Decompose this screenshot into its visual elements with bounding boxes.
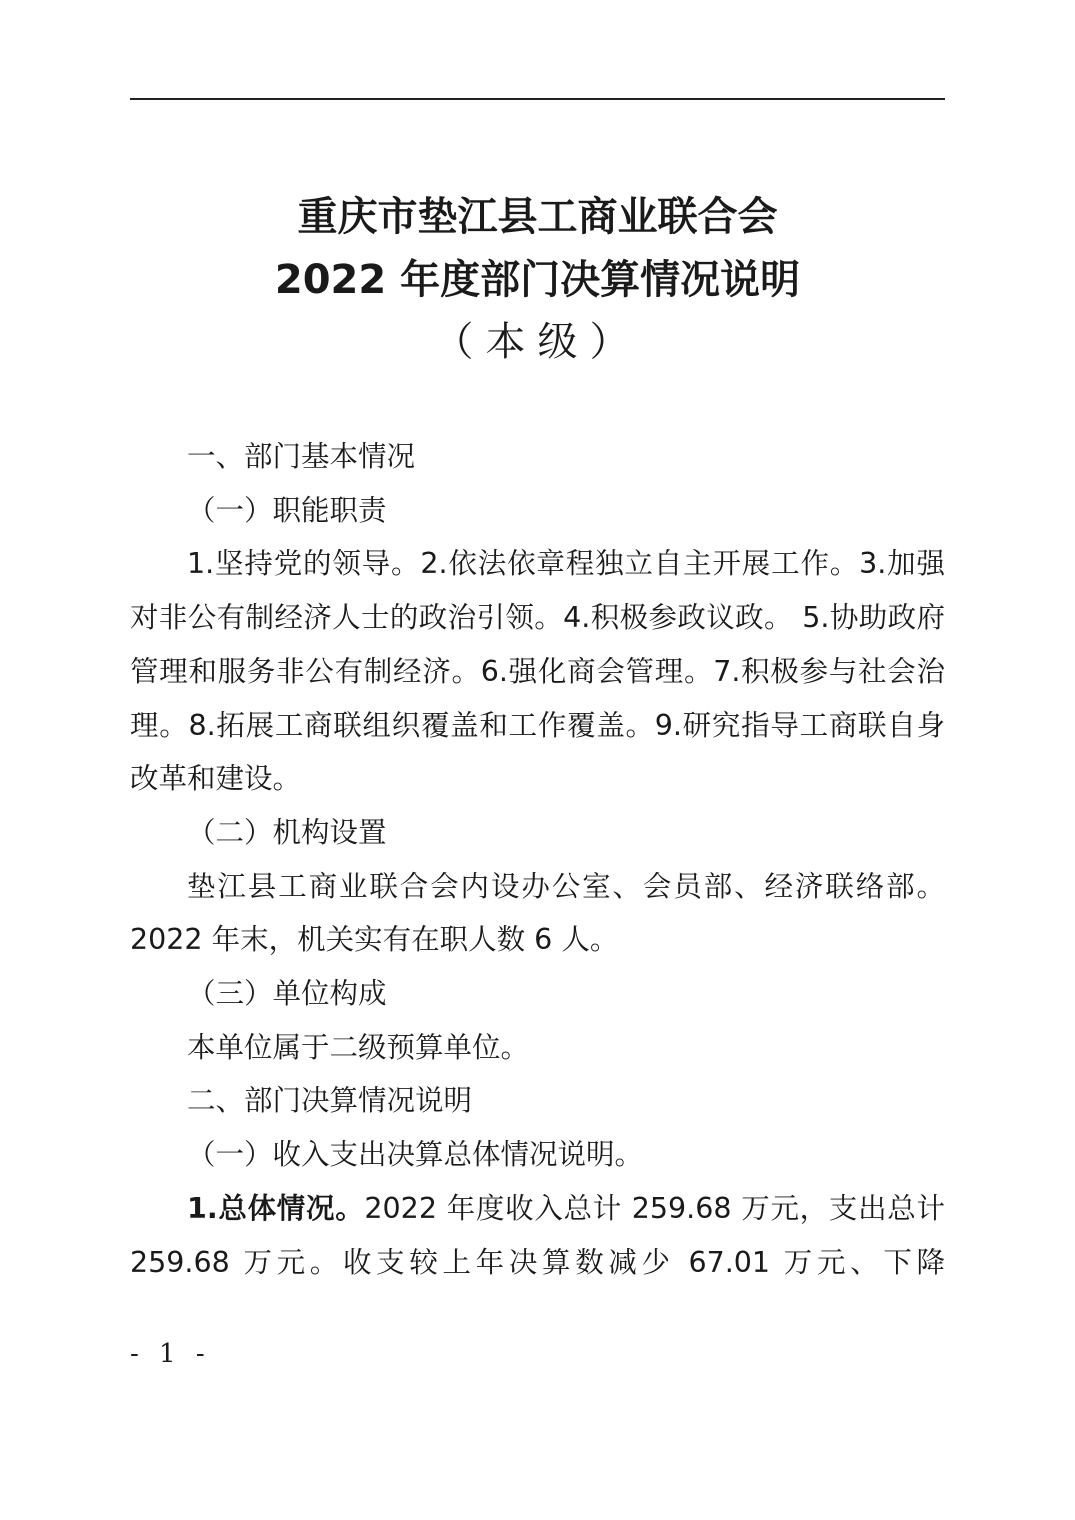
paragraph-duties: 1.坚持党的领导。2.依法依章程独立自主开展工作。3.加强对非公有制经济人士的政治引领。4.积极参政议政。 5.协助政府管理和服务非公有制经济。6.强化商会管理。7.积极参与社会治理。8.拓展工商联组织覆盖和工作覆盖。9.研究指导工商联自身改革和建设。 <box>130 547 945 796</box>
header-rule <box>130 98 945 100</box>
paragraph-overall <box>130 1182 945 1289</box>
subsection-heading-duties: （一）职能职责 <box>187 493 387 527</box>
document-title-org: 重庆市垫江县工商业联合会 <box>297 194 778 240</box>
paragraph-organization: 垫江县工商业联合会内设办公室、会员部、经济联络部。2022 年末，机关实有在职人数 6 人。 <box>130 869 945 957</box>
document-title-level: （本级） <box>433 319 642 365</box>
document-title-report: 2022 年度部门决算情况说明 <box>274 257 801 303</box>
paragraph-overall-text: 2022 年度收入总计 259.68 万元，支出总计 259.68 万元。收支较上年决算数减少 67.01 万元、下降 <box>130 1191 945 1279</box>
subsection-heading-income-expense: （一）收入支出决算总体情况说明。 <box>187 1138 644 1172</box>
subsection-heading-units: （三）单位构成 <box>187 977 387 1011</box>
page-number: - 1 - <box>130 1339 211 1369</box>
section-heading-basic-info: 一、部门基本情况 <box>187 440 416 473</box>
document-body <box>130 430 945 1289</box>
section-heading-final-accounts: 二、部门决算情况说明 <box>187 1084 473 1118</box>
paragraph-units: 本单位属于二级预算单位。 <box>187 1030 530 1064</box>
subsection-heading-organization: （二）机构设置 <box>187 815 387 849</box>
paragraph-overall-lead: 1.总体情况。 <box>187 1191 365 1225</box>
